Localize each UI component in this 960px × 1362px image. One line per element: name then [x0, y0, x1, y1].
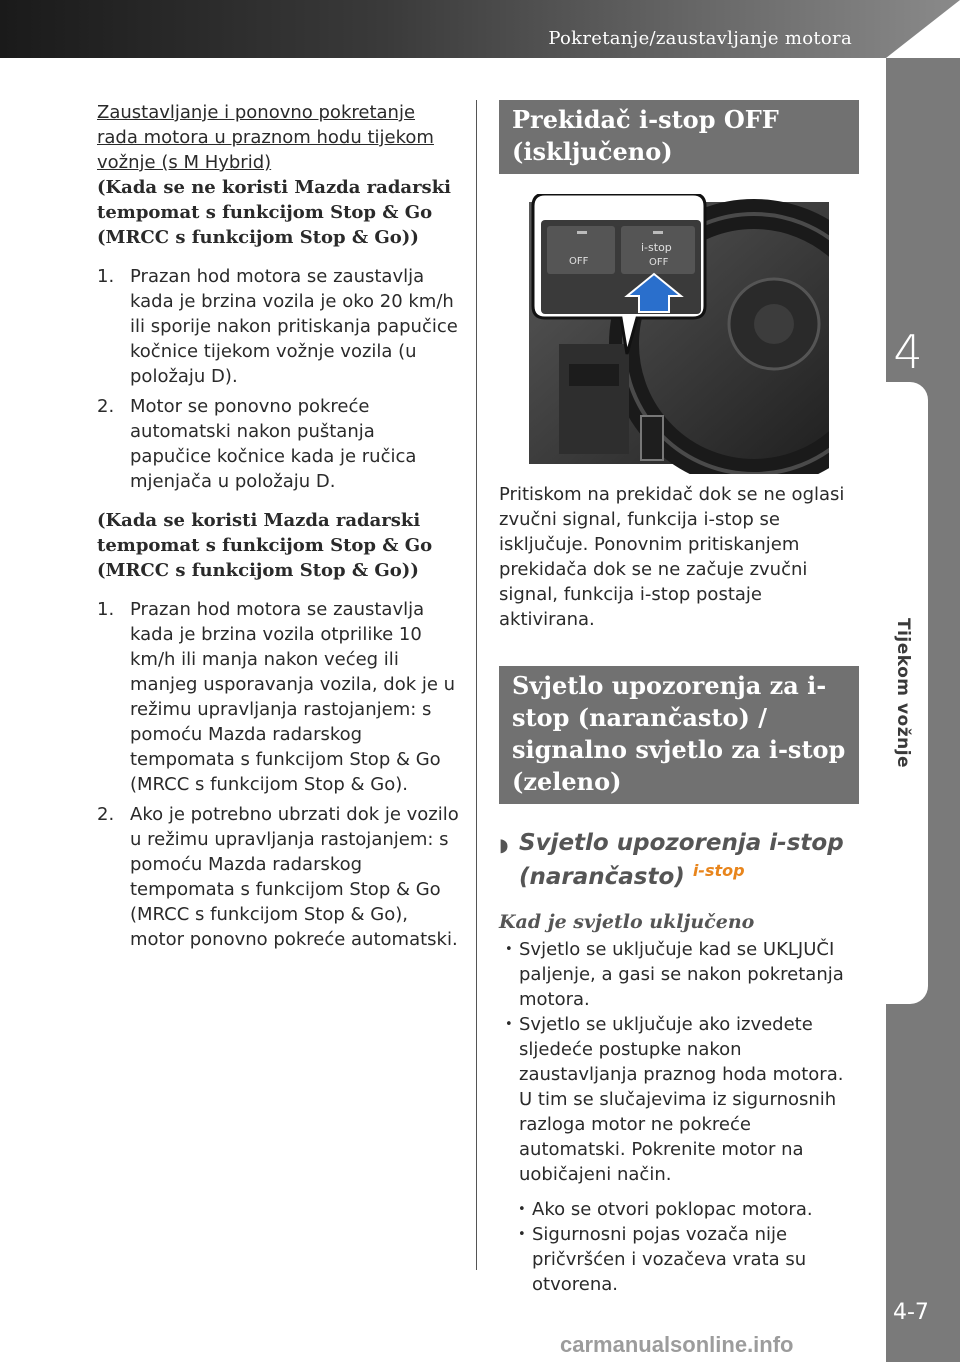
subsection-warning-light — [499, 830, 859, 891]
istop-warning-icon: i-stop — [692, 861, 745, 880]
subsection-title: Svjetlo upozorenja i-stop (narančasto) — [519, 830, 844, 890]
case2-steps — [97, 597, 459, 952]
step-text: Ako je potrebno ubrzati dok je vozilo u režimu upravljanja rastojanjem: s pomoću Mazda radarskog tempomata s funkcijom Stop & Go (MRCC s funkcijom Stop & Go), motor ponovno pokreće automatski. — [130, 804, 459, 950]
step-item — [97, 802, 459, 952]
watermark: carmanualsonline.info — [560, 1332, 794, 1357]
inner-bullet-list — [499, 1197, 859, 1297]
step-number: 2. — [97, 804, 115, 825]
step-number: 1. — [97, 599, 115, 620]
left-column — [97, 100, 459, 957]
step-number: 1. — [97, 266, 115, 287]
list-item: • Svjetlo se uključuje ako izvedete sljedeće postupke nakon zaustavljanja praznog hoda motora. U tim se slučajevima iz sigurnosnih razloga motor ne pokreće automatski. Pokrenite motor na uobičajeni način. — [499, 1012, 859, 1187]
right-column — [499, 100, 859, 1297]
chapter-label: Tijekom vožnje — [893, 618, 913, 769]
list-item: • Svjetlo se uključuje kad se UKLJUČI paljenje, a gasi se nakon pokretanja motora. — [499, 937, 859, 1012]
case1-title: (Kada se ne koristi Mazda radarski tempomat s funkcijom Stop & Go (MRCC s funkcijom Stop & Go)) — [97, 177, 451, 248]
istop-off-label: OFF — [649, 257, 669, 268]
section-underlined-title: Zaustavljanje i ponovno pokretanje rada motora u praznom hodu tijekom vožnje (s M Hybrid) — [97, 102, 434, 173]
steering-wheel-illustration — [529, 194, 829, 474]
when-on-title: Kad je svjetlo uključeno — [499, 911, 755, 933]
case2-title: (Kada se koristi Mazda radarski tempomat s funkcijom Stop & Go (MRCC s funkcijom Stop & Go)) — [97, 510, 433, 581]
case1-steps — [97, 264, 459, 494]
istop-off-description: Pritiskom na prekidač dok se ne oglasi zvučni signal, funkcija i-stop se isključuje. Ponovnim pritiskanjem prekidača dok se ne začuje zvučni signal, funkcija i-stop postaje aktivirana. — [499, 484, 845, 630]
section-title-istop-lights: Svjetlo upozorenja za i-stop (narančasto) / signalno svjetlo za i-stop (zeleno) — [499, 666, 859, 804]
list-item: • Sigurnosni pojas vozača nije pričvršćen i vozačeva vrata su otvorena. — [512, 1222, 859, 1297]
step-item — [97, 264, 459, 389]
step-item — [97, 394, 459, 494]
page-number: 4-7 — [893, 1300, 929, 1325]
triangle-marker-icon: ◗ — [499, 835, 509, 856]
step-text: Prazan hod motora se zaustavlja kada je brzina vozila je oko 20 km/h ili sporije nakon pritiskanja papučice kočnice tijekom vožnje vozila (u položaju D). — [130, 266, 458, 387]
list-item: • Ako se otvori poklopac motora. — [512, 1197, 859, 1222]
off-button-label: OFF — [569, 256, 589, 267]
chapter-number: 4 — [893, 325, 923, 379]
step-number: 2. — [97, 396, 115, 417]
header-title: Pokretanje/zaustavljanje motora — [548, 28, 852, 49]
istop-button-label: i-stop — [641, 241, 672, 254]
istop-switch-figure — [529, 194, 829, 474]
column-divider — [476, 100, 477, 1270]
step-text: Prazan hod motora se zaustavlja kada je brzina vozila otprilike 10 km/h ili manja nakon većeg ili manjeg usporavanja vozila, dok je u režimu upravljanja rastojanjem: s pomoću Mazda radarskog tempomata s funkcijom Stop & Go (MRCC s funkcijom Stop & Go). — [130, 599, 456, 795]
step-text: Motor se ponovno pokreće automatski nakon puštanja papučice kočnice kada je ručica mjenjača u položaju D. — [130, 396, 417, 492]
section-title-istop-off: Prekidač i-stop OFF (isključeno) — [499, 100, 859, 174]
step-item — [97, 597, 459, 797]
bullet-list — [499, 937, 859, 1187]
